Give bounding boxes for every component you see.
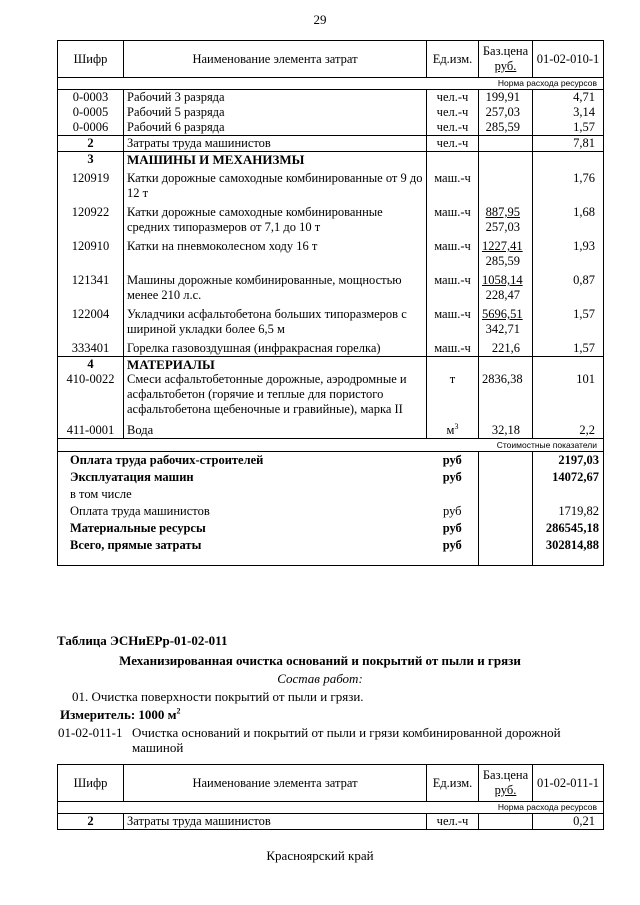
resource-table-2 (57, 764, 604, 830)
norm-label: Норма расхода ресурсов (479, 802, 604, 814)
cost-name: Эксплуатация машин (58, 469, 427, 486)
row-norm: 2,2 (533, 417, 604, 439)
section-header-materials (58, 357, 604, 373)
cost-value (533, 486, 604, 503)
table-row (58, 105, 604, 120)
row-name: Рабочий 3 разряда (124, 90, 427, 106)
table-row (58, 417, 604, 439)
row-name: Катки дорожные самоходные комбинированные средних типоразмеров от 7,1 до 10 т (124, 201, 427, 235)
row-code: 0-0003 (58, 90, 124, 106)
header-norm-code: 01-02-010-1 (533, 41, 604, 78)
row-unit: маш.-ч (427, 235, 479, 269)
cost-name: Оплата труда машинистов (58, 503, 427, 520)
row-name: Смеси асфальтобетонные дорожные, аэродромные и асфальтобетон (горячие и теплые для пористого асфальтобетона щебеночные и гравийные), марка II (124, 372, 427, 417)
row-price (479, 136, 533, 152)
cost-name: в том числе (58, 486, 427, 503)
header-unit: Ед.изм. (427, 765, 479, 802)
row-code: 120919 (58, 167, 124, 201)
table-row (58, 372, 604, 417)
cost-value: 302814,88 (533, 537, 604, 566)
empty (427, 152, 479, 168)
header-price: Баз.цена руб. (479, 765, 533, 802)
row-code: 121341 (58, 269, 124, 303)
empty (427, 357, 479, 373)
table-row (58, 814, 604, 830)
table-row (58, 120, 604, 136)
table-row (58, 167, 604, 201)
cost-row (58, 469, 604, 486)
item-text: Очистка оснований и покрытий от пыли и грязи комбинированной дорожной машиной (132, 725, 561, 755)
row-price: 257,03 (479, 105, 533, 120)
header-code: Шифр (58, 41, 124, 78)
page-number: 29 (313, 12, 327, 27)
row-norm: 3,14 (533, 105, 604, 120)
empty (479, 152, 533, 168)
row-norm: 0,21 (533, 814, 604, 830)
header-name: Наименование элемента затрат (124, 41, 427, 78)
row-norm: 101 (533, 372, 604, 417)
section-header-machines (58, 152, 604, 168)
row-name: Горелка газовоздушная (инфракрасная горелка) (124, 337, 427, 357)
header-name: Наименование элемента затрат (124, 765, 427, 802)
row-unit: т (427, 372, 479, 417)
row-price: 221,6 (479, 337, 533, 357)
row-unit: чел.-ч (427, 136, 479, 152)
cost-unit: руб (427, 503, 479, 520)
cost-unit: руб (427, 537, 479, 566)
cost-name: Всего, прямые затраты (58, 537, 427, 566)
meter-label: Измеритель: 1000 $м^2$ (60, 706, 181, 722)
cost-value: 1719,82 (533, 503, 604, 520)
table-row (58, 201, 604, 235)
row-name: Катки на пневмоколесном ходу 16 т (124, 235, 427, 269)
cost-row (58, 486, 604, 503)
row-code: 2 (58, 136, 124, 152)
row-unit: чел.-ч (427, 814, 479, 830)
row-unit: $м^3$ (427, 417, 479, 439)
cost-value: 2197,03 (533, 452, 604, 470)
row-price: 285,59 (479, 120, 533, 136)
row-norm: 1,57 (533, 303, 604, 337)
row-name: Рабочий 5 разряда (124, 105, 427, 120)
row-norm: 1,57 (533, 120, 604, 136)
row-code: 0-0005 (58, 105, 124, 120)
table-row (58, 90, 604, 106)
row-code: 120910 (58, 235, 124, 269)
header-code: Шифр (58, 765, 124, 802)
cost-unit: руб (427, 452, 479, 470)
row-price (479, 814, 533, 830)
row-price: 5696,51 342,71 (479, 303, 533, 337)
row-price: 199,91 (479, 90, 533, 106)
row-price: 1058,14 228,47 (479, 269, 533, 303)
cost-row (58, 537, 604, 566)
row-code: 333401 (58, 337, 124, 357)
row-name: Вода (124, 417, 427, 439)
row-norm: 1,93 (533, 235, 604, 269)
table-row (58, 136, 604, 152)
section-name: МАШИНЫ И МЕХАНИЗМЫ (124, 152, 427, 168)
row-norm: 0,87 (533, 269, 604, 303)
row-norm: 4,71 (533, 90, 604, 106)
row-code: 120922 (58, 201, 124, 235)
header-norm-code: 01-02-011-1 (533, 765, 604, 802)
work-item: 01. Очистка поверхности покрытий от пыли и грязи. (72, 689, 364, 704)
table-subtitle: Механизированная очистка оснований и покрытий от пыли и грязи (119, 653, 521, 668)
table-header (58, 41, 604, 78)
row-name: Затраты труда машинистов (124, 814, 427, 830)
row-name: Укладчики асфальтобетона больших типоразмеров с шириной укладки более 6,5 м (124, 303, 427, 337)
resource-table-1 (57, 40, 604, 566)
row-name: Затраты труда машинистов (124, 136, 427, 152)
section-name: МАТЕРИАЛЫ (124, 357, 427, 373)
row-name: Рабочий 6 разряда (124, 120, 427, 136)
cost-row (58, 503, 604, 520)
norm-label-row (58, 78, 604, 90)
cost-row (58, 520, 604, 537)
table-row (58, 337, 604, 357)
table-header (58, 765, 604, 802)
row-unit: маш.-ч (427, 337, 479, 357)
item-code: 01-02-011-1 (58, 725, 123, 740)
row-unit: маш.-ч (427, 167, 479, 201)
empty (479, 357, 533, 373)
cost-unit (427, 486, 479, 503)
row-price: 887,95 257,03 (479, 201, 533, 235)
empty (533, 152, 604, 168)
row-unit: чел.-ч (427, 105, 479, 120)
cost-value: 14072,67 (533, 469, 604, 486)
section-code: 3 (58, 152, 124, 168)
row-name: Машины дорожные комбинированные, мощностью менее 210 л.с. (124, 269, 427, 303)
row-norm: 1,76 (533, 167, 604, 201)
cost-unit: руб (427, 520, 479, 537)
cost-name: Оплата труда рабочих-строителей (58, 452, 427, 470)
cost-label: Стоимостные показатели (479, 439, 604, 452)
row-unit: чел.-ч (427, 90, 479, 106)
row-code: 122004 (58, 303, 124, 337)
row-code: 0-0006 (58, 120, 124, 136)
section-code: 4 (58, 357, 124, 373)
row-unit: маш.-ч (427, 303, 479, 337)
row-code: 2 (58, 814, 124, 830)
row-code: 410-0022 (58, 372, 124, 417)
table-row (58, 269, 604, 303)
header-unit: Ед.изм. (427, 41, 479, 78)
work-composition-label: Состав работ: (277, 671, 363, 686)
empty (533, 357, 604, 373)
row-price: 32,18 (479, 417, 533, 439)
row-norm: 1,68 (533, 201, 604, 235)
row-price (479, 167, 533, 201)
cost-value: 286545,18 (533, 520, 604, 537)
row-code: 411-0001 (58, 417, 124, 439)
table-row (58, 303, 604, 337)
table-row (58, 235, 604, 269)
table-title: Таблица ЭСНиЕРр-01-02-011 (57, 633, 228, 648)
row-norm: 7,81 (533, 136, 604, 152)
norm-label: Норма расхода ресурсов (479, 78, 604, 90)
footer-region: Красноярский край (266, 848, 374, 863)
row-name: Катки дорожные самоходные комбинированные от 9 до 12 т (124, 167, 427, 201)
cost-unit: руб (427, 469, 479, 486)
row-unit: маш.-ч (427, 201, 479, 235)
cost-label-row (58, 439, 604, 452)
header-price: Баз.цена руб. (479, 41, 533, 78)
row-unit: чел.-ч (427, 120, 479, 136)
cost-name: Материальные ресурсы (58, 520, 427, 537)
row-price: 2836,38 (479, 372, 533, 417)
norm-label-row (58, 802, 604, 814)
row-unit: маш.-ч (427, 269, 479, 303)
cost-row (58, 452, 604, 470)
row-price: 1227,41 285,59 (479, 235, 533, 269)
row-norm: 1,57 (533, 337, 604, 357)
